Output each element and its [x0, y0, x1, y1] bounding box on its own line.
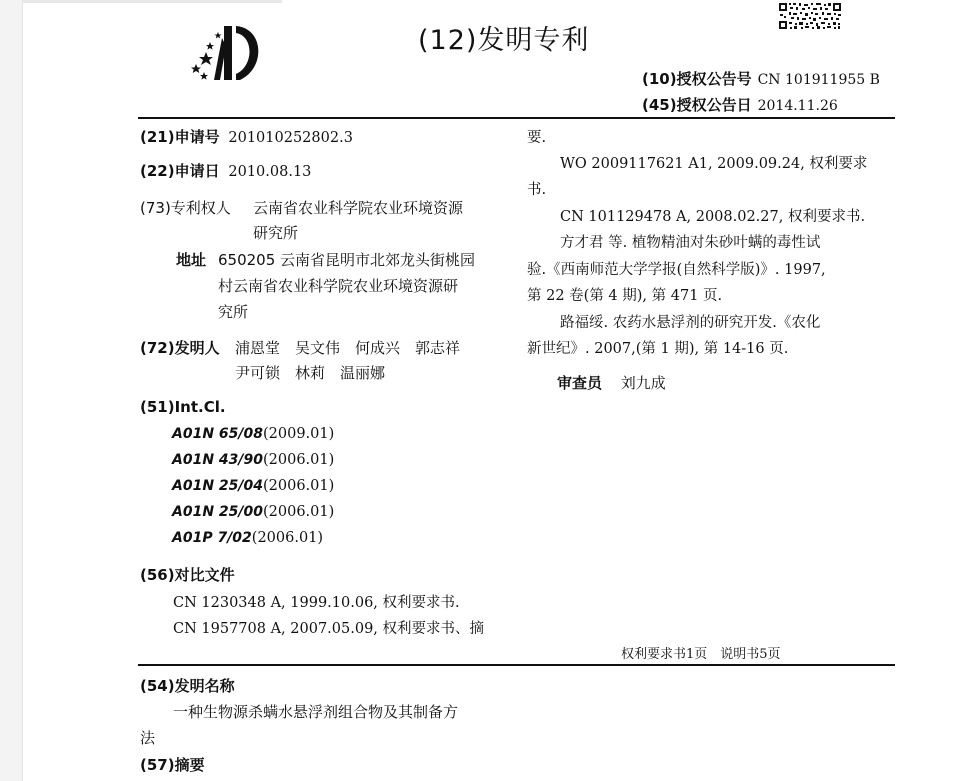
reference-line: CN 101129478 A, 2008.02.27, 权利要求书.	[560, 209, 866, 225]
header-divider	[138, 117, 895, 119]
intcl-date: (2006.01)	[263, 452, 335, 468]
examiner	[557, 372, 666, 393]
inventor-line-2: 尹可锁 林莉 温丽娜	[235, 364, 386, 382]
qr-code-icon	[778, 2, 842, 30]
document-title: (12)发明专利	[418, 25, 590, 56]
intcl-entry	[172, 476, 334, 494]
intcl-code: A01N 43/90	[172, 452, 263, 468]
examiner-name: 刘九成	[620, 374, 666, 392]
intcl-date: (2006.01)	[251, 530, 324, 546]
intcl-entry	[172, 528, 323, 546]
reference-line: WO 2009117621 A1, 2009.09.24, 权利要求	[560, 156, 868, 172]
publication-number	[642, 68, 880, 89]
intcl-code: A01N 65/08	[172, 426, 263, 442]
invention-name-line-2: 法	[140, 729, 156, 747]
intcl-date: (2006.01)	[263, 478, 335, 494]
reference-line: 路福绥. 农药水悬浮剂的研究开发.《农化	[560, 315, 821, 331]
reference-line: CN 1230348 A, 1999.10.06, 权利要求书.	[173, 595, 460, 611]
examiner-label: 审查员	[557, 374, 603, 392]
page-count-note: 权利要求书1页 说明书5页	[621, 647, 781, 662]
intcl-date: (2009.01)	[263, 426, 335, 442]
intcl-entry	[172, 502, 334, 520]
address-line-2: 村云南省农业科学院农业环境资源研	[218, 277, 459, 295]
patentee-line-2: 研究所	[253, 224, 299, 242]
publication-date	[642, 94, 838, 115]
intcl-entry	[172, 424, 334, 442]
intcl-code: A01N 25/00	[172, 504, 263, 520]
reference-line: CN 1957708 A, 2007.05.09, 权利要求书、摘	[173, 621, 485, 637]
application-date-value: 2010.08.13	[228, 164, 312, 180]
application-number-value: 201010252802.3	[228, 130, 353, 146]
application-number	[140, 126, 353, 147]
reference-line: 新世纪》. 2007,(第 1 期), 第 14-16 页.	[527, 341, 789, 357]
reference-line: 要.	[527, 130, 547, 146]
cnipa-emblem-icon	[184, 18, 280, 88]
intcl-label: (51)Int.Cl.	[140, 398, 226, 416]
publication-date-label: (45)授权公告日	[642, 96, 752, 114]
reference-line: 方才君 等. 植物精油对朱砂叶螨的毒性试	[560, 235, 821, 251]
address-line-1: 650205 云南省昆明市北郊龙头街桃园	[218, 251, 476, 269]
invention-name-label: (54)发明名称	[140, 677, 235, 695]
reference-line: 书.	[527, 182, 547, 198]
publication-number-label: (10)授权公告号	[642, 70, 752, 88]
publication-number-value: CN 101911955 B	[757, 72, 880, 88]
intcl-entry	[172, 450, 334, 468]
inventor-line-1: 浦恩堂 吴文伟 何成兴 郭志祥	[235, 339, 461, 357]
intcl-code: A01N 25/04	[172, 478, 263, 494]
intcl-code: A01P 7/02	[172, 530, 252, 546]
application-date-label: (22)申请日	[140, 162, 220, 180]
page-left-edge	[0, 0, 23, 781]
intcl-date: (2006.01)	[263, 504, 335, 520]
page-top-edge	[22, 0, 282, 3]
reference-line: 验.《西南师范大学学报(自然科学版)》. 1997,	[527, 262, 826, 278]
address-label: 地址	[176, 251, 207, 269]
abstract-label: (57)摘要	[140, 756, 205, 774]
patentee-label: (73)专利权人	[140, 199, 231, 217]
address-line-3: 究所	[218, 303, 249, 321]
abstract-divider	[138, 664, 895, 666]
inventor-label: (72)发明人	[140, 339, 220, 357]
invention-name-line-1: 一种生物源杀螨水悬浮剂组合物及其制备方	[173, 703, 459, 721]
references-label: (56)对比文件	[140, 566, 235, 584]
application-date	[140, 160, 311, 181]
publication-date-value: 2014.11.26	[757, 98, 838, 114]
reference-line: 第 22 卷(第 4 期), 第 471 页.	[527, 288, 723, 304]
application-number-label: (21)申请号	[140, 128, 220, 146]
patentee-line-1: 云南省农业科学院农业环境资源	[253, 199, 464, 217]
